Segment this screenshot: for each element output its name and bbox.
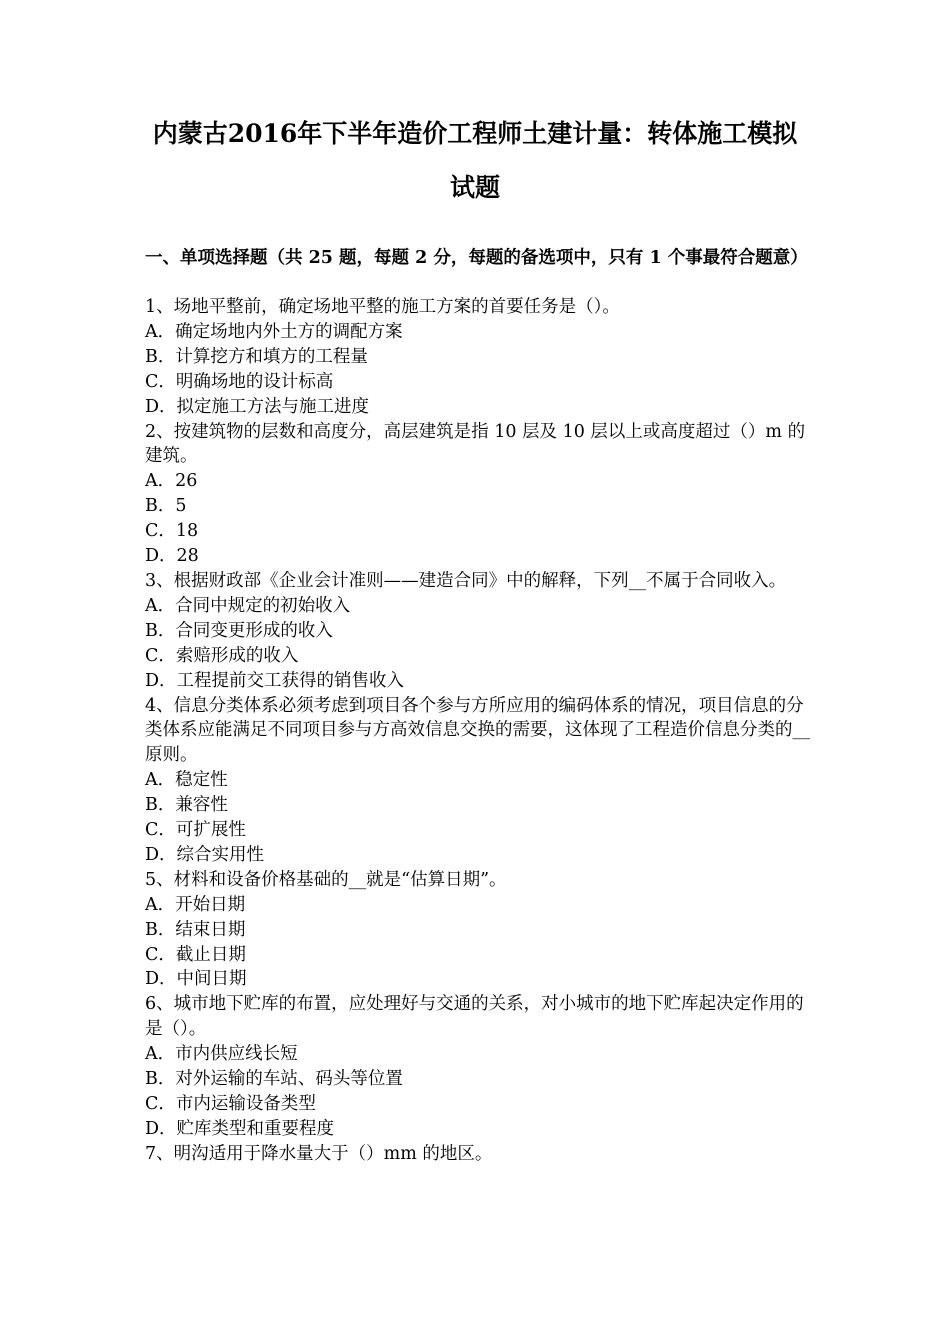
question-5 [145, 868, 810, 993]
document-title-line2: 试题 [449, 173, 500, 202]
option-b: B．兼容性 [145, 795, 228, 816]
question-4 [145, 694, 810, 868]
option-c: C．18 [145, 521, 199, 542]
option-d: D．28 [145, 546, 199, 567]
question-stem: 3、根据财政部《企业会计准则——建造合同》中的解释，下列__不属于合同收入。 [145, 570, 787, 591]
option-d: D．拟定施工方法与施工进度 [145, 396, 370, 417]
option-a: A．26 [145, 471, 198, 492]
option-d: D．工程提前交工获得的销售收入 [145, 670, 405, 691]
question-list [145, 295, 810, 1167]
option-c: C．市内运输设备类型 [145, 1094, 316, 1114]
question-stem: 2、按建筑物的层数和高度分，高层建筑是指 10 层及 10 层以上或高度超过（）m 的建筑。 [145, 421, 806, 467]
option-a: A．合同中规定的初始收入 [145, 595, 351, 616]
section-heading: 一、单项选择题（共 25 题，每题 2 分，每题的备选项中，只有 1 个事最符合题意） [145, 248, 808, 268]
option-c: C．索赔形成的收入 [145, 645, 299, 666]
option-a: A．市内供应线长短 [145, 1044, 298, 1065]
option-b: B．对外运输的车站、码头等位置 [145, 1069, 403, 1090]
question-stem: 6、城市地下贮库的布置，应处理好与交通的关系，对小城市的地下贮库起决定作用的是（）。 [145, 994, 804, 1040]
option-d: D．中间日期 [145, 969, 247, 990]
option-c: C．明确场地的设计标高 [145, 371, 334, 392]
option-a: A．确定场地内外土方的调配方案 [145, 321, 403, 342]
document-title-line1: 内蒙古2016年下半年造价工程师土建计量：转体施工模拟 [152, 119, 798, 148]
option-b: B．结束日期 [145, 919, 246, 940]
option-d: D．贮库类型和重要程度 [145, 1118, 335, 1139]
question-6 [145, 992, 810, 1141]
question-stem: 4、信息分类体系必须考虑到项目各个参与方所应用的编码体系的情况，项目信息的分类体系应能满足不同项目参与方高效信息交换的需要，这体现了工程造价信息分类的__原则。 [145, 695, 810, 766]
question-stem: 5、材料和设备价格基础的__就是“估算日期”。 [145, 869, 507, 890]
question-2 [145, 420, 810, 569]
option-a: A．稳定性 [145, 770, 228, 791]
option-c: C．截止日期 [145, 944, 246, 965]
question-stem: 1、场地平整前，确定场地平整的施工方案的首要任务是（）。 [145, 297, 620, 317]
question-1 [145, 295, 810, 420]
option-b: B．5 [145, 496, 187, 517]
option-d: D．综合实用性 [145, 844, 265, 865]
option-b: B．合同变更形成的收入 [145, 620, 333, 641]
option-a: A．开始日期 [145, 894, 246, 915]
question-7 [145, 1142, 810, 1167]
option-b: B．计算挖方和填方的工程量 [145, 346, 368, 367]
option-c: C．可扩展性 [145, 820, 246, 841]
question-stem: 7、明沟适用于降水量大于（）mm 的地区。 [145, 1143, 493, 1164]
question-3 [145, 569, 810, 694]
